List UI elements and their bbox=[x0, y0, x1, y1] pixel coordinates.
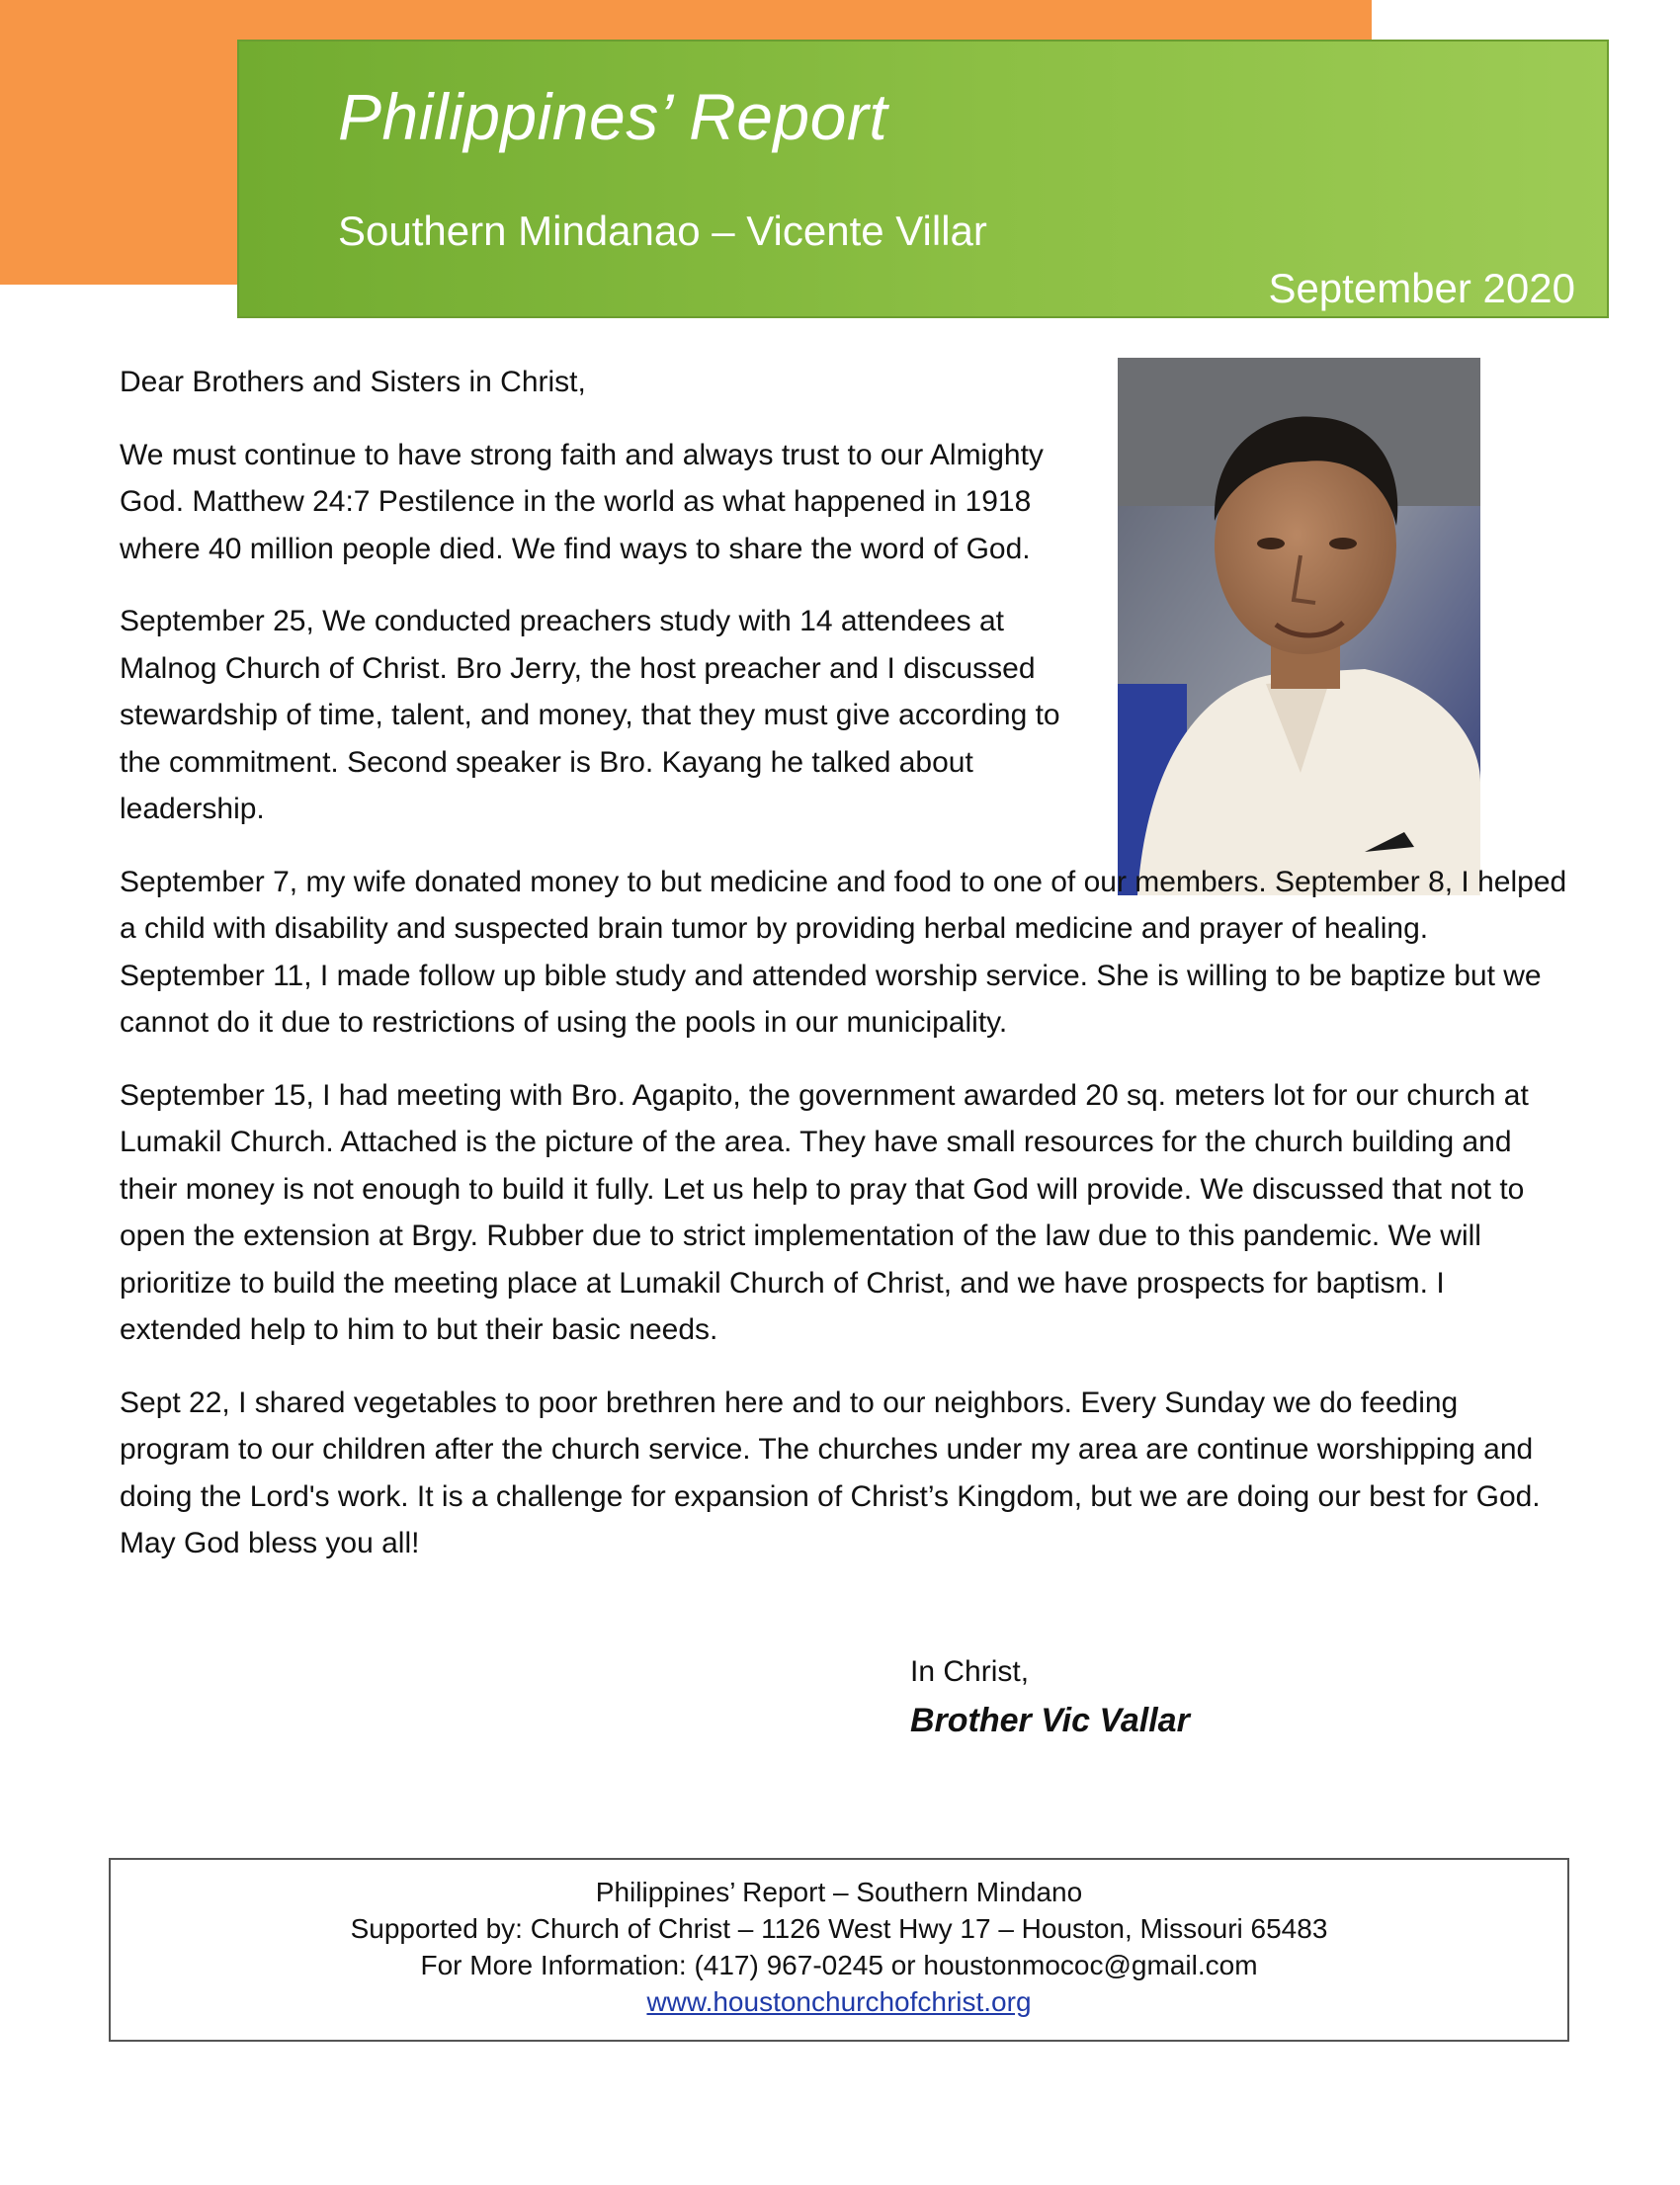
footer-contact-line: For More Information: (417) 967-0245 or houstonmococ@gmail.com bbox=[420, 1950, 1258, 1980]
report-title: Philippines’ Report bbox=[338, 80, 888, 153]
header-banner bbox=[237, 40, 1609, 318]
paragraph: September 15, I had meeting with Bro. Agapito, the government awarded 20 sq. meters lot for our church at Lumakil Church. Attached is the picture of the area. They have small resources for the church building and their money is not enough to build it fully. Let us help to pray that God will provide. We discussed that not to open the extension at Brgy. Rubber due to strict implementation of the law due to this pandemic. We will prioritize to build the meeting place at Lumakil Church of Christ, and we have prospects for baptism. I extended help to him to but their basic needs. bbox=[120, 1078, 1529, 1346]
footer-box bbox=[109, 1858, 1569, 2042]
report-subtitle: Southern Mindanao – Vicente Villar bbox=[338, 208, 987, 254]
letter-greeting: Dear Brothers and Sisters in Christ, bbox=[120, 366, 586, 398]
paragraph: September 7, my wife donated money to but medicine and food to one of our members. September 8, I helped a child with disability and suspected brain tumor by providing herbal medicine and prayer of healing. September 11, I made follow up bible study and attended worship service. She is willing to be baptize but we cannot do it due to restrictions of using the pools in our municipality. bbox=[120, 865, 1567, 1039]
paragraph: We must continue to have strong faith and always trust to our Almighty God. Matthew 24:7 Pestilence in the world as what happened in 1918 where 40 million people died. We find ways to share the word of God. bbox=[120, 438, 1044, 565]
paragraph: Sept 22, I shared vegetables to poor brethren here and to our neighbors. Every Sunday we do feeding program to our children after the church service. The churches under my area are continue worshipping and doing the Lord's work. It is a challenge for expansion of Christ’s Kingdom, but we are doing our best for God. May God bless you all! bbox=[120, 1386, 1541, 1559]
letter-body bbox=[120, 359, 1570, 1593]
footer-report-line: Philippines’ Report – Southern Mindano bbox=[595, 1877, 1083, 1907]
closing-line: In Christ, bbox=[910, 1655, 1030, 1688]
signature-name: Brother Vic Vallar bbox=[910, 1702, 1190, 1739]
paragraph: September 25, We conducted preachers study with 14 attendees at Malnog Church of Christ. Bro Jerry, the host preacher and I discussed stewardship of time, talent, and money, that they must give according to the commitment. Second speaker is Bro. Kayang he talked about leadership. bbox=[120, 605, 1060, 825]
report-date: September 2020 bbox=[1268, 265, 1575, 311]
footer-support-line: Supported by: Church of Christ – 1126 West Hwy 17 – Houston, Missouri 65483 bbox=[350, 1913, 1328, 1944]
website-link[interactable]: www.houstonchurchofchrist.org bbox=[646, 1986, 1032, 2017]
